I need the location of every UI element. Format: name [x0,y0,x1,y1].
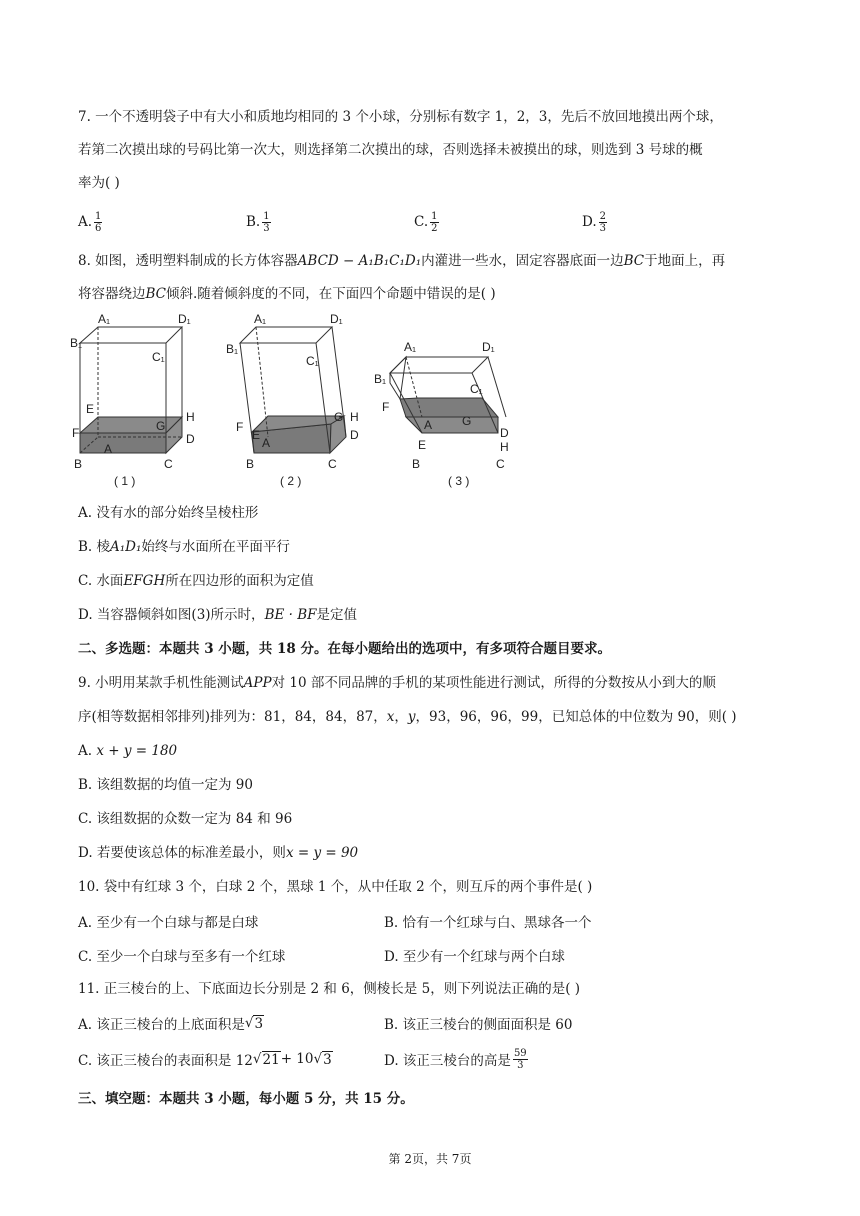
label-h: H [350,410,359,424]
page-footer: 第 2页，共 7页 [388,1152,472,1166]
label-a1: A₁ [254,312,267,326]
text: D. 当容器倾斜如图(3)所示时， [78,607,265,623]
text: 所在四边形的面积为定值 [165,573,314,589]
label-b: B [246,457,255,471]
exam-page [70,108,790,1108]
label-c: C [164,457,173,471]
label-b: B [412,457,421,471]
text: 倾斜.随着倾斜度的不同，在下面四个命题中错误的是( ) [166,286,496,302]
label-e: E [252,428,261,442]
label-f: F [382,400,390,414]
section-2-heading: 二、多选题：本题共 3 小题，共 18 分。在每小题给出的选项中，有多项符合题目要求。 [78,641,611,657]
math: BC [623,253,645,269]
figure-1-diagram [70,312,208,488]
q9-option-d [78,844,790,862]
label-b1: B₁ [226,342,239,356]
q7-options [78,207,790,237]
label-g: G [156,419,166,433]
q10-option-d: D. 至少有一个红球与两个白球 [384,949,565,965]
math: BC [145,286,167,302]
q7-option-c [414,211,582,234]
sqrt-sign: √ [252,1051,262,1067]
text: 于地面上，再 [644,253,726,269]
math: APP [243,675,272,691]
q7-line1: 7. 一个不透明袋子中有大小和质地均相同的 3 个小球，分别标有数字 1，2，3，先后不放回地摸出两个球， [78,109,723,125]
label-c: C [496,457,505,471]
q9-line1 [78,674,790,692]
q8-option-b [78,538,790,556]
q9-option-c: C. 该组数据的众数一定为 84 和 96 [78,811,293,827]
label-e: E [86,402,95,416]
math: ABCD − A₁B₁C₁D₁ [297,253,422,269]
label-d: D [350,428,359,442]
option-label: A. [78,214,93,230]
label-f: F [236,420,244,434]
q7-line3: 率为( ) [78,175,120,191]
q9-line2 [78,708,790,726]
figure-1 [70,312,208,492]
q11-options-row1 [78,1012,790,1034]
top-face [80,327,182,343]
figure-3 [374,313,518,492]
label-a: A [104,442,113,456]
figure-caption: ( 1 ) [114,474,136,488]
denominator: 3 [599,222,607,234]
option-label: B. [246,214,261,230]
q7-line2: 若第二次摸出球的号码比第一次大，则选择第二次摸出的球，否则选择未被摸出的球，则选到 3 号球的概 [78,142,703,158]
sqrt-sign: √ [244,1015,254,1031]
figure-3-diagram [374,313,518,488]
label-e: E [418,438,427,452]
q11-option-c [78,1049,384,1069]
numerator: 1 [263,210,270,222]
label-d1: D₁ [178,312,191,326]
fraction [430,211,438,234]
q10-option-b: B. 恰有一个红球与白、黑球各一个 [384,915,592,931]
math: x + y = 180 [96,743,178,759]
q8-line1 [78,252,790,270]
math: A₁D₁ [110,539,142,555]
label-g: G [462,414,472,428]
label-b: B [74,457,83,471]
q11-option-d [384,1048,690,1071]
q8-option-d [78,606,790,624]
q9-option-b: B. 该组数据的均值一定为 90 [78,777,253,793]
water-front [80,433,166,453]
q11-stem: 11. 正三棱台的上、下底面边长分别是 2 和 6，侧棱长是 5，则下列说法正确的是( ) [78,981,581,997]
text: 内灌进一些水，固定容器底面一边 [421,253,624,269]
label-a: A [262,436,271,450]
fraction [513,1048,528,1071]
denominator: 2 [431,222,438,234]
option-label: C. [414,214,429,230]
text: C. 该正三棱台的表面积是 12 [78,1053,253,1069]
section-3-heading: 三、填空题：本题共 3 小题，每小题 5 分，共 15 分。 [78,1091,414,1107]
text: D. 若要使该总体的标准差最小，则 [78,845,286,861]
math: EFGH [123,573,166,589]
q8-figures [70,312,790,488]
label-a1: A₁ [98,312,111,326]
q8-option-c [78,572,790,590]
sqrt-sign: √ [313,1051,323,1067]
math: y [407,709,416,725]
q10-options-row2 [78,946,790,964]
fraction [94,211,102,234]
q8-option-a: A. 没有水的部分始终呈棱柱形 [78,505,259,521]
text: 8. 如图，透明塑料制成的长方体容器 [78,253,298,269]
q10-option-a: A. 至少有一个白球与都是白球 [78,915,259,931]
numerator: 59 [513,1047,527,1059]
label-h: H [186,410,195,424]
text: 对 10 部不同品牌的手机的某项性能进行测试，所得的分数按从小到大的顺 [271,675,716,691]
label-d1: D₁ [482,340,495,354]
label-d1: D₁ [330,312,343,326]
figure-2 [228,313,368,492]
q11-option-a [78,1013,384,1033]
label-h: H [500,440,509,454]
q11-options-row2 [78,1044,790,1074]
denominator: 6 [95,222,102,234]
numerator: 1 [431,210,438,222]
figure-caption: ( 3 ) [448,474,470,488]
math: BE · BF [264,607,317,623]
fraction [599,211,607,234]
text: 将容器绕边 [78,286,146,302]
q10-option-c: C. 至少一个白球与至多有一个红球 [78,949,286,965]
text: ， [394,709,408,725]
text: B. 棱 [78,539,111,555]
q7-option-a [78,211,246,234]
q8-line2 [78,285,790,303]
fraction [262,211,270,234]
radicand: 3 [323,1051,332,1068]
text: D. 该正三棱台的高是 [384,1053,511,1069]
label-a: A [424,418,433,432]
q7-option-d [582,211,750,234]
label-c: C [328,457,337,471]
q7-option-b [246,211,414,234]
math: x = y = 90 [285,845,359,861]
label-g: G [334,410,344,424]
label-c1: C₁ [470,382,483,396]
text: 是定值 [316,607,357,623]
text: A. 该正三棱台的上底面积是 [78,1017,245,1033]
q11-option-b: B. 该正三棱台的侧面面积是 60 [384,1017,573,1033]
label-d: D [186,432,195,446]
denominator: 3 [517,1059,524,1071]
math: x [386,709,395,725]
text: 序(相等数据相邻排列)排列为：81，84，84，87， [78,709,387,725]
q10-stem: 10. 袋中有红球 3 个，白球 2 个，黑球 1 个，从中任取 2 个，则互斥的两个事件是( ) [78,879,593,895]
figure-2-diagram [228,313,368,488]
text: C. 水面 [78,573,124,589]
label-a1: A₁ [404,340,417,354]
label-f: F [72,426,80,440]
label-c1: C₁ [306,354,319,368]
text: 始终与水面所在平面平行 [141,539,290,555]
label-d: D [500,426,509,440]
figure-caption: ( 2 ) [280,474,302,488]
water-front [406,417,498,433]
label-c1: C₁ [152,350,165,364]
text: ，93，96，96，99，已知总体的中位数为 90，则( ) [415,709,737,725]
text: A. [78,743,97,759]
option-label: D. [582,214,597,230]
top-face [240,327,332,343]
water-top [80,417,182,433]
numerator: 2 [599,210,607,222]
text: 9. 小明用某款手机性能测试 [78,675,244,691]
denominator: 3 [263,222,270,234]
radicand: 3 [254,1015,264,1032]
radicand: 21 [262,1051,280,1068]
q9-option-a [78,742,790,760]
q10-options-row1 [78,912,790,930]
label-b1: B₁ [70,336,83,350]
label-b1: B₁ [374,372,387,386]
numerator: 1 [95,210,102,222]
text: + 10 [280,1051,314,1067]
